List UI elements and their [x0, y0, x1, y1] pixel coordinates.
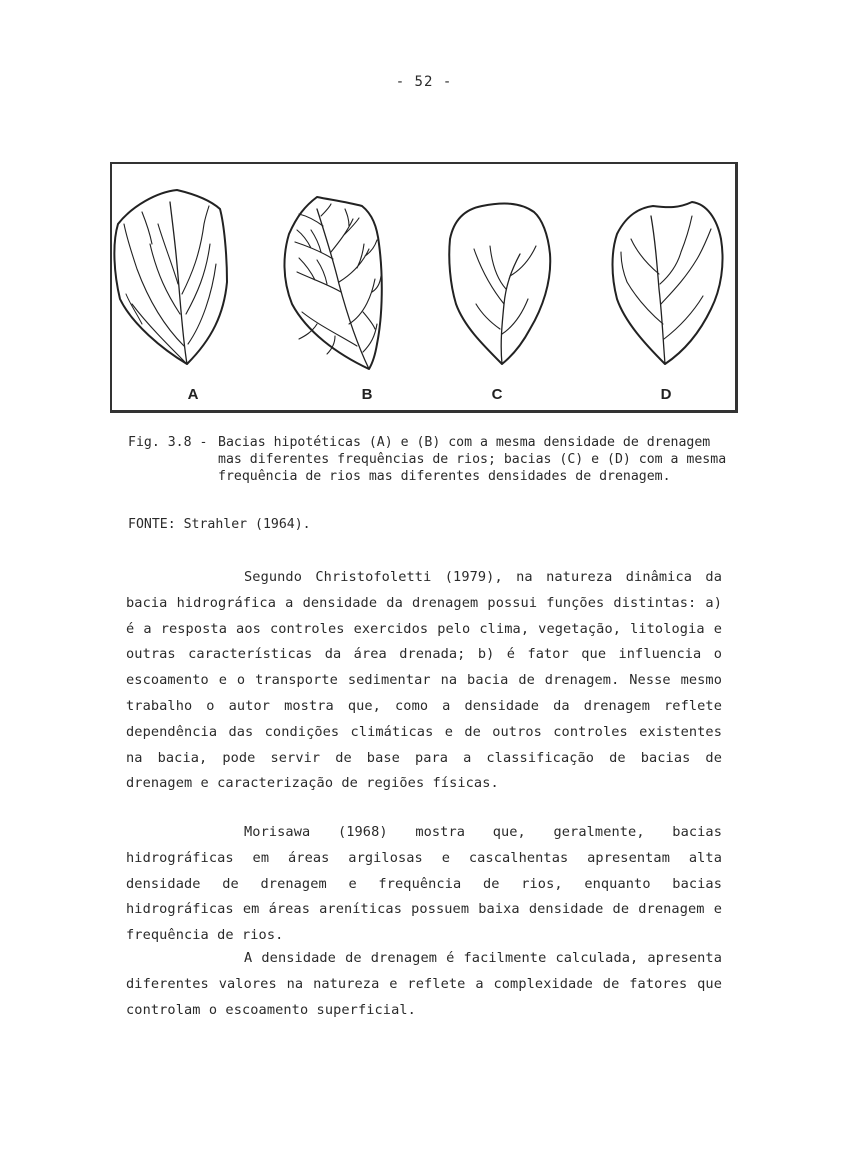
- panel-label-d: D: [660, 386, 672, 403]
- panel-label-c: C: [491, 386, 503, 403]
- panel-label-b: B: [361, 386, 373, 403]
- figure-caption-text: Bacias hipotéticas (A) e (B) com a mesma densidade de drenagem mas diferentes frequências de rios; bacias (C) e (D) com a mesma frequência de rios mas diferentes densidades de drenagem.: [218, 435, 727, 484]
- panel-label-a: A: [187, 386, 199, 403]
- figure-caption-prefix: Fig. 3.8 -: [128, 435, 208, 450]
- figure-frame: [110, 162, 738, 413]
- basin-d: [613, 202, 723, 364]
- body-paragraph: Morisawa (1968) mostra que, geralmente, bacias hidrográficas em áreas argilosas e cascalhentas apresentam alta densidade de drenagem e frequência de rios, enquanto bacias hidrográficas em áreas areníticas possuem baixa densidade de drenagem e frequência de rios.: [126, 824, 722, 944]
- page-number: - 52 -: [395, 74, 453, 90]
- basin-b: [284, 197, 381, 369]
- drainage-basins-illustration: [112, 164, 735, 410]
- body-paragraph: A densidade de drenagem é facilmente calculada, apresenta diferentes valores na natureza e reflete a complexidade de fatores que controlam o escoamento superficial.: [126, 950, 722, 1018]
- basin-c: [449, 204, 550, 364]
- basin-c-outline: [449, 204, 550, 364]
- body-paragraph: Segundo Christofoletti (1979), na natureza dinâmica da bacia hidrográfica a densidade da drenagem possui funções distintas: a) é a resposta aos controles exercidos pelo clima, vegetação, litologia e outras características da área drenada; b) é fator que influencia o escoamento e o transporte sedimentar na bacia de drenagem. Nesse mesmo trabalho o autor mostra que, como a densidade da drenagem reflete dependência das condições climáticas e de outros controles existentes na bacia, pode servir de base para a classificação de bacias de drenagem e caracterização de regiões físicas.: [126, 569, 722, 792]
- basin-a-outline: [114, 190, 227, 364]
- basin-b-outline: [284, 197, 381, 369]
- basin-d-outline: [613, 202, 723, 364]
- basin-a: [114, 190, 227, 364]
- figure-source: FONTE: Strahler (1964).: [128, 517, 311, 532]
